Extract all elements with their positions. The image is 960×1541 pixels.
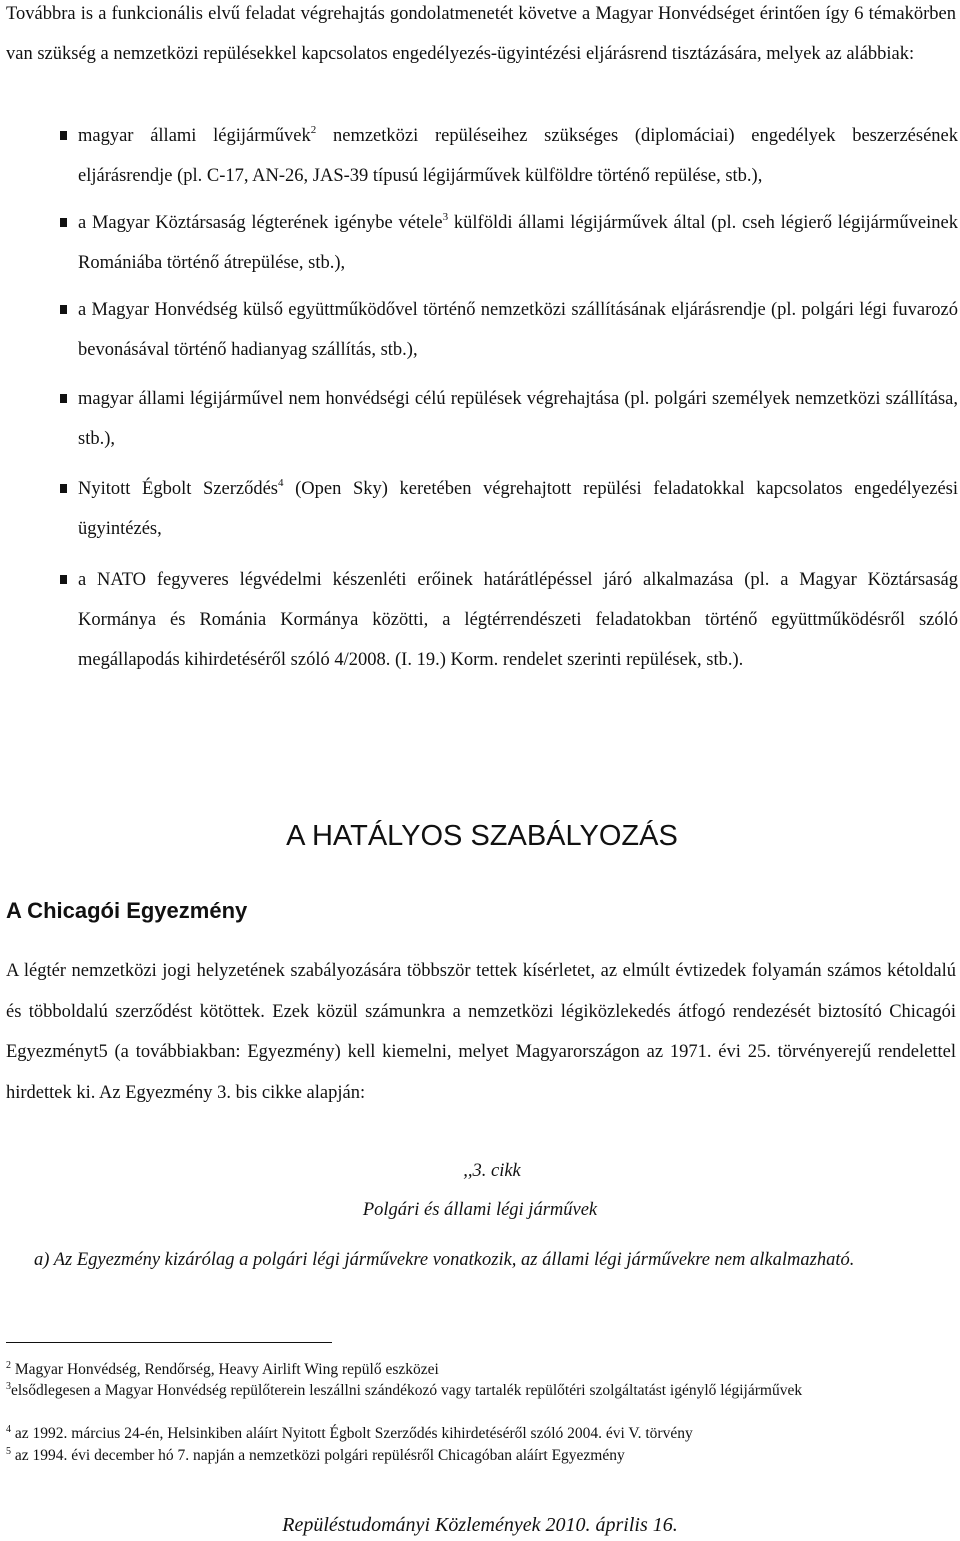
list-item [60,203,958,283]
intro-paragraph: Továbbra is a funkcionális elvű feladat végrehajtás gondolatmenetét követve a Magyar Honvédséget érintően így 6 témakörben van szükség a nemzetközi repülésekkel kapcsolatos engedélyezés-ügyintézési eljárásrend tisztázására, melyek az alábbiak: [6,4,956,64]
footnote-text: elsődlegesen a Magyar Honvédség repülőterein leszállni szándékozó vagy tartalék repülőtéri szolgáltatást igénylő légijárművek [11,1382,803,1399]
quote-text: a) Az Egyezmény kizárólag a polgári légi járművekre vonatkozik, az állami légi járművekre nem alkalmazható. [34,1250,855,1270]
quote-article: ,,3. cikk [463,1161,521,1181]
list-item-text: a NATO fegyveres légvédelmi készenléti erőinek határátlépéssel járó alkalmazása (pl. a Magyar Köztársaság Kormánya és Románia Kormánya közötti, a légtérrendészeti feladatokban történő együttműködésről szóló megállapodás kihirdetéséről szóló 4/2008. (I. 19.) Korm. rendelet szerinti repülések, stb.). [78,570,958,670]
square-bullet-icon [60,305,67,314]
topic-list [60,116,958,680]
list-item-text: magyar állami légijárművel nem honvédségi célú repülések végrehajtása (pl. polgári személyek nemzetközi szállítása, stb.), [78,389,958,449]
footnote [6,1381,956,1400]
list-item [60,379,958,459]
square-bullet-icon [60,484,67,493]
list-item-text: a Magyar Honvédség külső együttműködővel történő nemzetközi szállításának eljárásrendje (pl. polgári légi fuvarozó bevonásával történő hadianyag szállítás, stb.), [78,300,958,360]
list-item-text: magyar állami légijárművek [78,126,311,146]
list-item-text: külföldi állami légijárművek által (pl. cseh légierő légijárműveinek Romániába történő átrepülése, stb.), [78,213,958,273]
footnote-ref: 4 [278,477,284,489]
footnote-text: Magyar Honvédség, Rendőrség, Heavy Airlift Wing repülő eszközei [11,1361,439,1378]
list-item-text: nemzetközi repüléseihez szükséges (diplomáciai) engedélyek beszerzésének eljárásrendje (pl. C-17, AN-26, JAS-39 típusú légijárművek külföldre történő repülése, stb.), [78,126,958,186]
square-bullet-icon [60,394,67,403]
footnote [6,1360,956,1379]
body-paragraph: A légtér nemzetközi jogi helyzetének szabályozására többször tettek kísérletet, az elmúlt évtizedek folyamán számos kétoldalú és többoldalú szerződést kötöttek. Ezek közül számunkra a nemzetközi légiközlekedés átfogó rendezését biztosító Chicagói Egyezményt5 (a továbbiakban: Egyezmény) kell kiemelni, melyet Magyarországon az 1971. évi 25. törvényerejű rendelettel hirdettek ki. Az Egyezmény 3. bis cikke alapján: [6,961,956,1103]
footnote [6,1446,956,1465]
page-footer: Repüléstudományi Közlemények 2010. április 16. [282,1514,678,1536]
footnote-ref: 2 [310,124,317,136]
list-item [60,469,958,549]
footnote-ref: 3 [442,211,449,223]
list-item [60,290,958,370]
footnote-number: 5 [6,1446,11,1457]
square-bullet-icon [60,575,67,584]
list-item [60,560,958,680]
list-item [60,116,958,196]
footnote-number: 2 [6,1360,11,1371]
list-item-text: Nyitott Égbolt Szerződés [78,479,278,499]
footnote-number: 4 [6,1424,11,1435]
footnote-text: az 1994. évi december hó 7. napján a nemzetközi polgári repülésről Chicagóban aláírt Egyezmény [11,1447,625,1464]
list-item-text: (Open Sky) keretében végrehajtott repülési feladatokkal kapcsolatos engedélyezési ügyintézés, [78,479,958,539]
square-bullet-icon [60,218,67,227]
list-item-text: a Magyar Köztársaság légterének igénybe vétele [78,213,443,233]
footnote-text: az 1992. március 24-én, Helsinkiben aláírt Nyitott Égbolt Szerződés kihirdetéséről szóló 2004. évi V. törvény [11,1425,693,1442]
square-bullet-icon [60,131,67,140]
quote-title: Polgári és állami légi járművek [362,1200,598,1220]
footnote-number: 3 [6,1381,11,1392]
footnote-divider [6,1342,332,1343]
subsection-heading: A Chicagói Egyezmény [6,898,248,923]
section-heading: A HATÁLYOS SZABÁLYOZÁS [286,820,678,852]
footnote [6,1424,956,1443]
